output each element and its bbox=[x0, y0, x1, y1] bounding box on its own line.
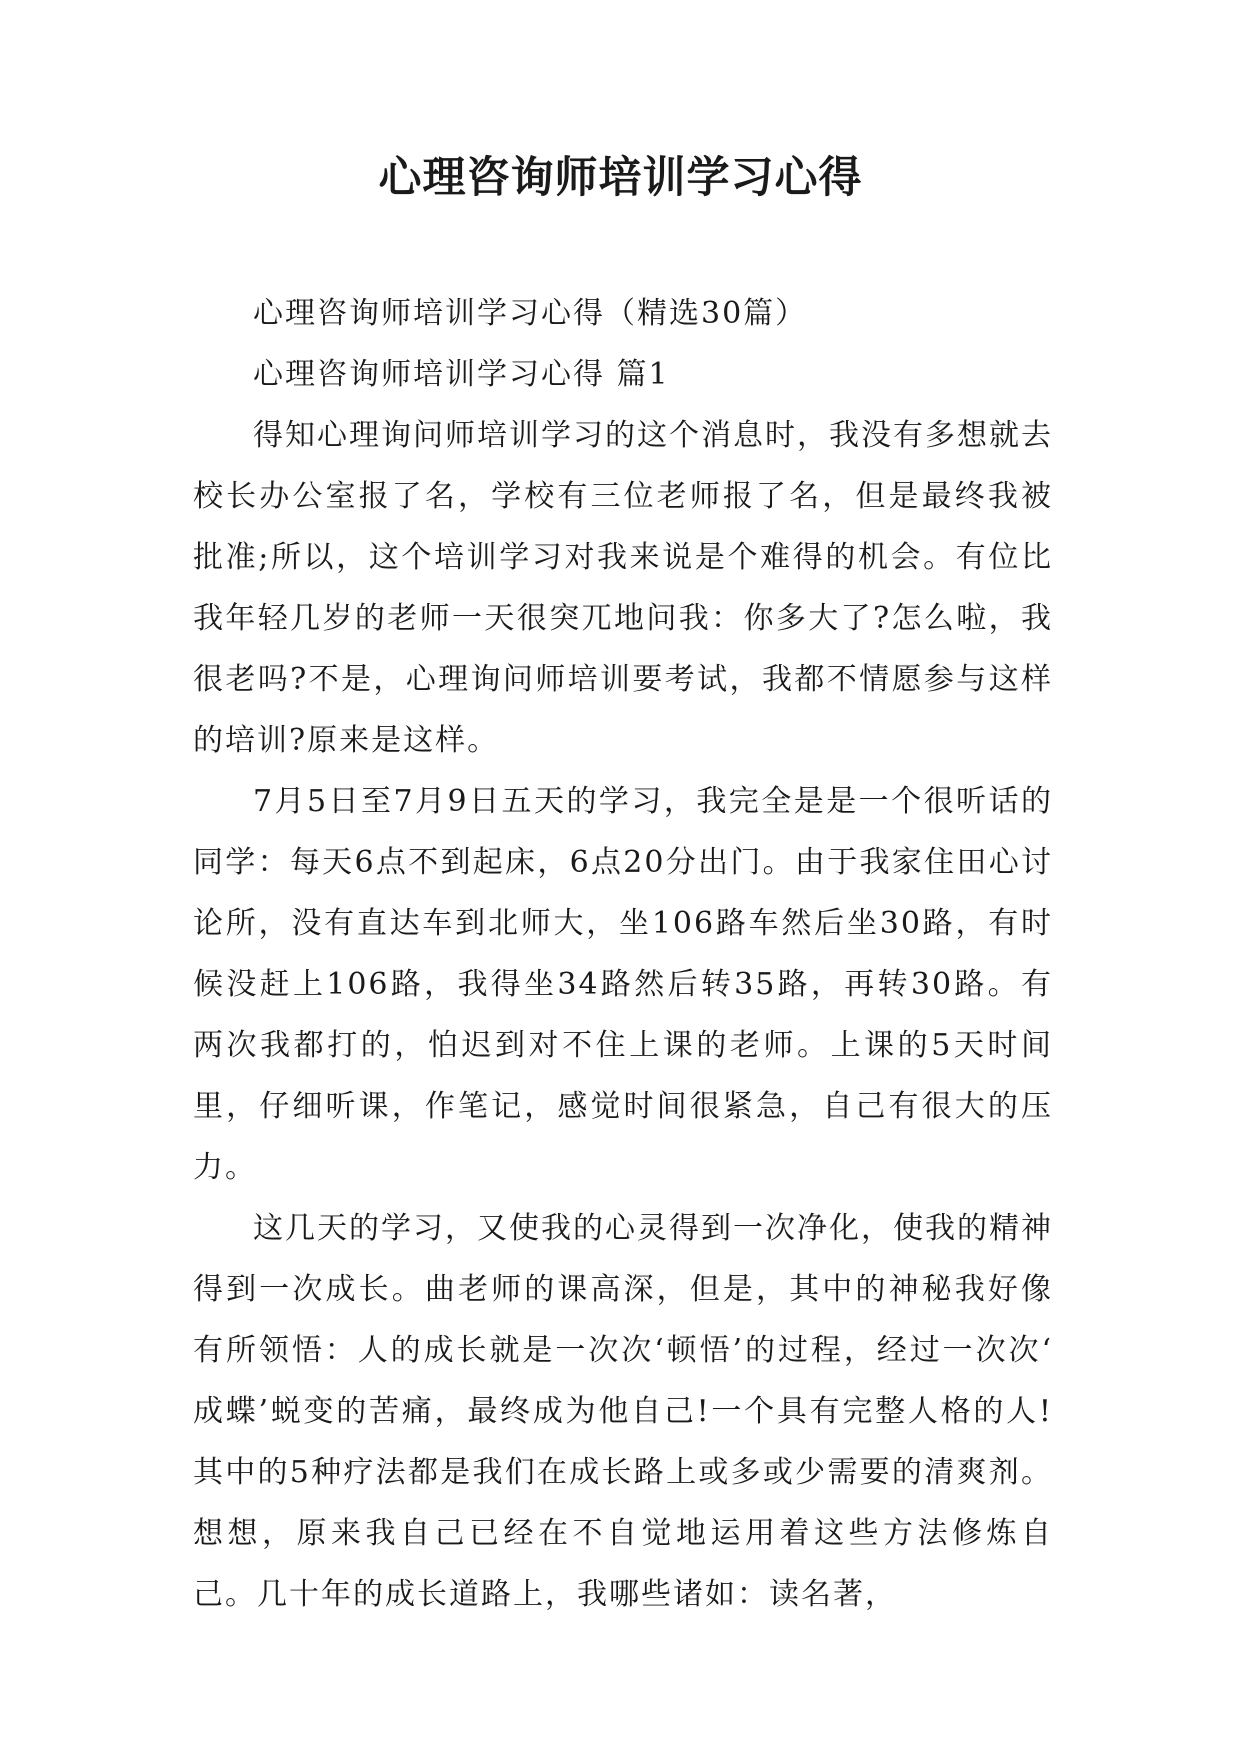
section-heading: 心理咨询师培训学习心得 篇1 bbox=[253, 357, 670, 392]
document-title: 心理咨询师培训学习心得 bbox=[378, 153, 863, 203]
body-paragraph-2: 7月5日至7月9日五天的学习，我完全是是一个很听话的同学：每天6点不到起床，6点20分出门。由于我家住田心讨论所，没有直达车到北师大，坐106路车然后坐30路，有时候没赶上106路，我得坐34路然后转35路，再转30路。有两次我都打的，怕迟到对不住上课的老师。上课的5天时间里，仔细听课，作笔记，感觉时间很紧急，自己有很大的压力。 bbox=[193, 784, 1053, 1185]
subtitle-line: 心理咨询师培训学习心得（精选30篇） bbox=[253, 296, 808, 331]
body-paragraph-1: 得知心理询问师培训学习的这个消息时，我没有多想就去校长办公室报了名，学校有三位老师报了名，但是最终我被批准;所以，这个培训学习对我来说是个难得的机会。有位比我年轻几岁的老师一天很突兀地问我：你多大了?怎么啦，我很老吗?不是，心理询问师培训要考试，我都不情愿参与这样的培训?原来是这样。 bbox=[193, 418, 1053, 758]
body-paragraph-3: 这几天的学习，又使我的心灵得到一次净化，使我的精神得到一次成长。曲老师的课高深，但是，其中的神秘我好像有所领悟：人的成长就是一次次‘顿悟’的过程，经过一次次‘ 成蝶’蜕变的苦痛，最终成为他自己!一个具有完整人格的人!其中的5种疗法都是我们在成长路上或多或少需要的清爽剂。想想，原来我自己已经在不自觉地运用着这些方法修炼自己。几十年的成长道路上，我哪些诸如：读名著， bbox=[193, 1211, 1053, 1612]
document-body bbox=[193, 283, 1053, 1625]
